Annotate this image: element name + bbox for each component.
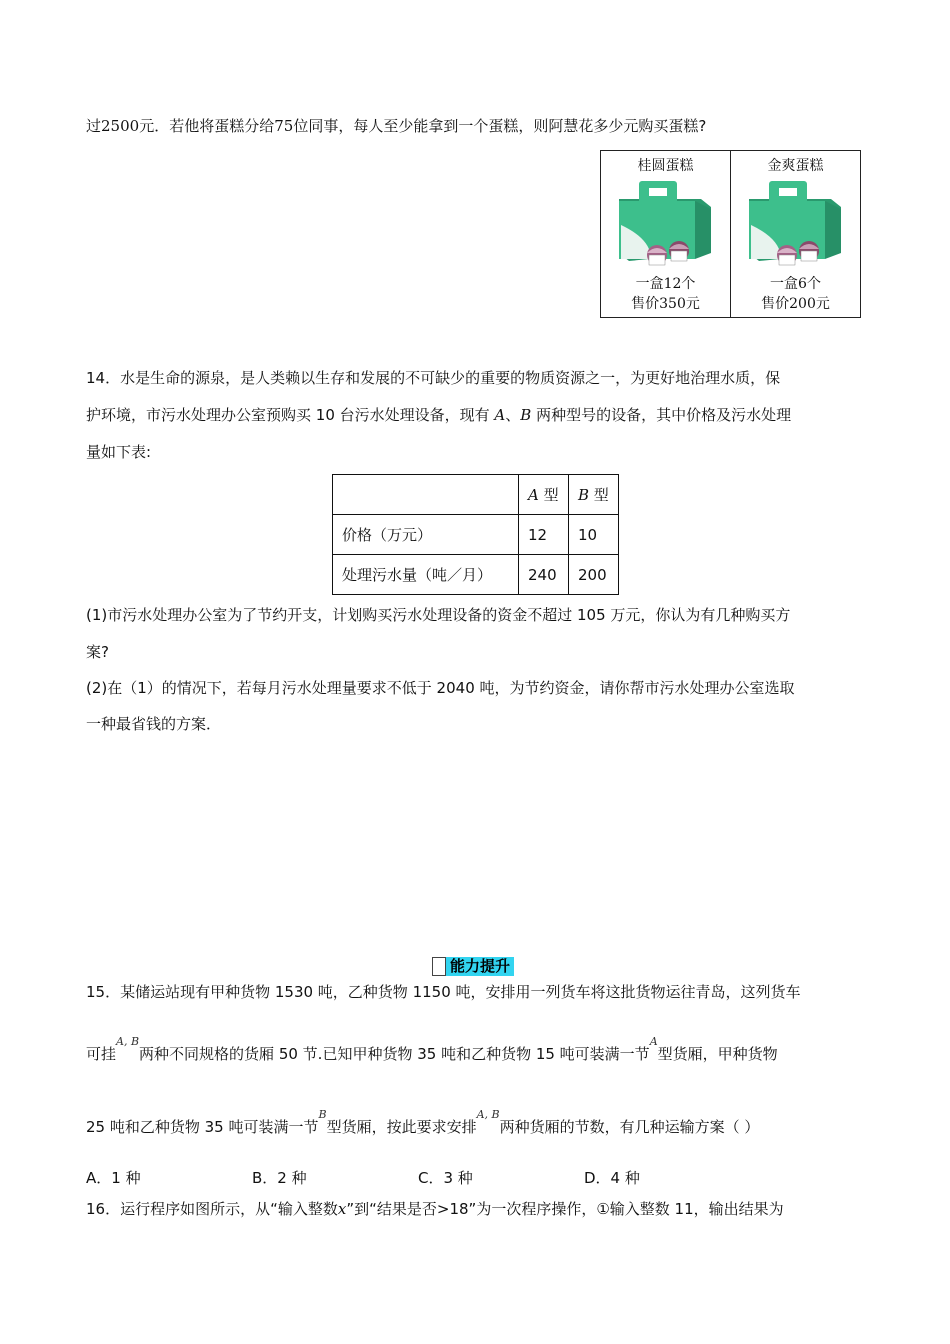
option-c: C．3 种 (418, 1169, 473, 1187)
cake-price: 售价200元 (761, 296, 830, 312)
cake-box-icon (611, 179, 721, 271)
section-title-label: 能力提升 (446, 957, 514, 976)
table-cell: 200 (569, 555, 619, 595)
table-header-b: B 型 (569, 475, 619, 515)
table-row (333, 515, 619, 555)
table-row (333, 555, 619, 595)
table-header-a: A 型 (519, 475, 569, 515)
cake-name: 桂圆蛋糕 (637, 158, 694, 174)
section-marker-icon (432, 957, 446, 976)
q16-line1: 16．运行程序如图所示，从“输入整数x”到“结果是否>18”为一次程序操作，①输入整数 11，输出结果为 (86, 1200, 784, 1218)
q14-part1-line1: (1)市污水处理办公室为了节约开支，计划购买污水处理设备的资金不超过 105 万元，你认为有几种购买方 (86, 606, 791, 624)
q14-part1-line2: 案? (86, 643, 109, 661)
cake-figure (600, 150, 861, 318)
option-b: B．2 种 (252, 1169, 307, 1187)
table-cell: 240 (519, 555, 569, 595)
cake-panel-jinshuang (730, 151, 860, 317)
section-title (432, 957, 514, 976)
cake-count: 一盒6个 (770, 276, 821, 292)
table-cell: 价格（万元） (333, 515, 519, 555)
equipment-table (332, 474, 619, 595)
q14-part2-line2: 一种最省钱的方案． (86, 715, 222, 733)
q15-line1: 15．某储运站现有甲种货物 1530 吨，乙种货物 1150 吨，安排用一列货车将这批货物运往青岛，这列货车 (86, 983, 801, 1001)
cake-count: 一盒12个 (635, 276, 696, 292)
table-cell (333, 475, 519, 515)
table-cell: 处理污水量（吨／月） (333, 555, 519, 595)
cake-panel-guiyuan (601, 151, 730, 317)
q13-num1: 2500 (101, 117, 140, 135)
table-cell: 12 (519, 515, 569, 555)
q14-part2-line1: (2)在（1）的情况下，若每月污水处理量要求不低于 2040 吨，为节约资金，请你帮市污水处理办公室选取 (86, 679, 795, 697)
option-d: D．4 种 (584, 1169, 640, 1187)
q14-line2: 护环境，市污水处理办公室预购买 10 台污水处理设备，现有 A、B 两种型号的设备，其中价格及污水处理 (86, 406, 792, 424)
table-header-row (333, 475, 619, 515)
q13-num2: 75 (274, 117, 294, 135)
cake-box-icon (741, 179, 851, 271)
cake-name: 金爽蛋糕 (767, 158, 824, 174)
q15-line2: 可挂$^{A, B}$两种不同规格的货厢 50 节.已知甲种货物 35 吨和乙种货物 15 吨可装满一节$^A$型货厢，甲种货物 (86, 1035, 778, 1063)
q14-line1: 14．水是生命的源泉，是人类赖以生存和发展的不可缺少的重要的物质资源之一，为更好地治理水质，保 (86, 369, 781, 387)
q14-line3: 量如下表: (86, 443, 152, 461)
q15-line3: 25 吨和乙种货物 35 吨可装满一节$^B$型货厢，按此要求安排$^{A, B}$两种货厢的节数，有几种运输方案（ ） (86, 1108, 760, 1136)
option-a: A．1 种 (86, 1169, 141, 1187)
cake-price: 售价350元 (631, 296, 700, 312)
q13-text: 过2500元．若他将蛋糕分给75位同事，每人至少能拿到一个蛋糕，则阿慧花多少元购买蛋糕? (86, 117, 707, 135)
table-cell: 10 (569, 515, 619, 555)
